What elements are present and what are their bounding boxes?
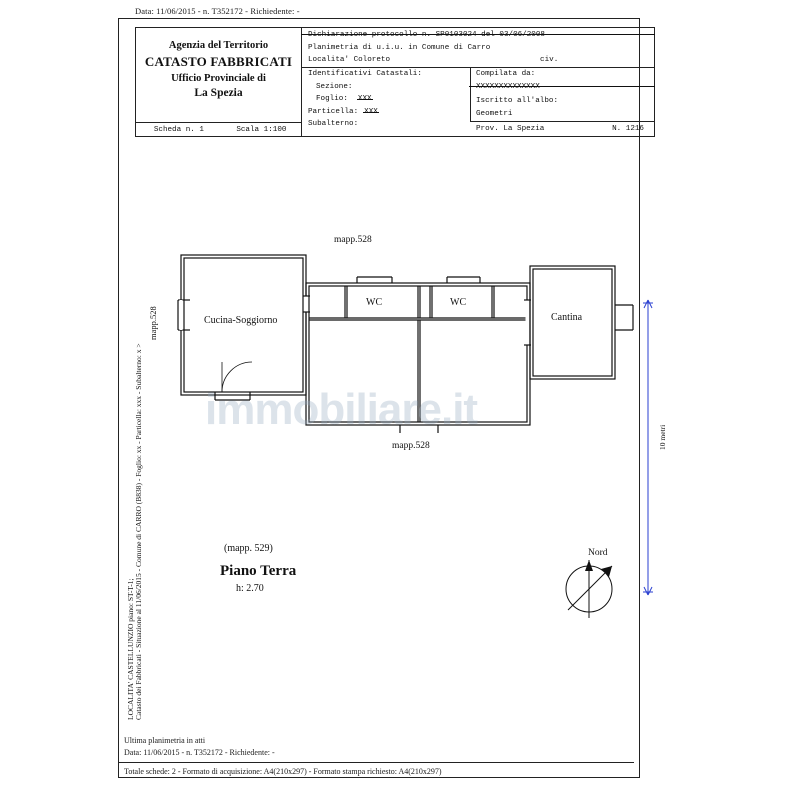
room-label-cantina: Cantina <box>551 312 583 323</box>
civ-label: civ. <box>540 56 559 64</box>
scala-value: Scala 1:100 <box>236 125 287 134</box>
footer-line-2: Data: 11/06/2015 - n. T352172 - Richiedente: - <box>124 748 275 757</box>
room-label-wc-1: WC <box>366 297 383 308</box>
planimetria-line: Planimetria di u.i.u. in Comune di Carro <box>308 43 491 52</box>
side-text-catasto: Catasto dei Fabbricati - Situazione al 11/06/2015 - Comune di CARRO (B838) - Foglio: xx - Particella: xxx - Subalterno: x > <box>134 343 143 720</box>
footer-line-1: Ultima planimetria in atti <box>124 736 206 745</box>
foglio-value: XXX <box>357 95 372 103</box>
room-label-wc-2: WC <box>450 297 467 308</box>
prov-label: Prov. La Spezia <box>476 125 545 133</box>
foglio-label: Foglio: <box>316 95 348 103</box>
north-label: Nord <box>588 548 608 558</box>
scheda-number: Scheda n. 1 <box>153 125 204 134</box>
particella-value: XXX <box>364 107 378 116</box>
agency-name: Agenzia del Territorio <box>168 40 269 51</box>
room-label-cucina: Cucina-Soggiorno <box>204 315 278 326</box>
document-footer <box>124 735 624 778</box>
localita-line: Localita' Coloreto <box>308 56 391 64</box>
subalterno-row: Subalterno: <box>308 120 359 128</box>
iscritto-value: Geometri <box>476 109 513 118</box>
catasto-title: CATASTO FABBRICATI <box>144 54 293 69</box>
floor-title: Piano Terra <box>220 563 297 579</box>
office-line: Ufficio Provinciale di <box>171 73 266 84</box>
particella-label: Particella: <box>308 107 359 116</box>
north-compass <box>566 560 612 618</box>
mapp-529-label: (mapp. 529) <box>224 543 273 554</box>
office-city: La Spezia <box>194 87 243 99</box>
iscritto-label: Iscritto all'albo: <box>476 97 559 105</box>
side-text-metri: 10 metri <box>658 424 667 450</box>
top-data-line: Data: 11/06/2015 - n. T352172 - Richiedente: - <box>135 6 300 16</box>
compilata-title: Compilata da: <box>476 70 536 78</box>
side-text-mapp: mapp.528 <box>148 306 158 340</box>
sezione-row: Sezione: <box>316 82 353 91</box>
declaration-line: Dichiarazione protocollo n. SP0103024 del 03/06/2008 <box>302 28 654 41</box>
numero-label: N. 1216 <box>612 125 644 133</box>
floor-height: h: 2.70 <box>236 583 264 594</box>
compilata-value: XXXXXXXXXXXXXX <box>470 80 654 93</box>
side-text-localita: LOCALITA' CASTELLUNZIO piano: ST-T-1; <box>126 578 135 720</box>
watermark: immobiliare.it <box>205 385 478 434</box>
mapp-label-top: mapp.528 <box>334 235 372 245</box>
footer-line-3: Totale schede: 2 - Formato di acquisizione: A4(210x297) - Formato stampa richiesto: A4(210x297) <box>124 767 442 776</box>
identificativi-title: Identificativi Catastali: <box>308 70 422 78</box>
mapp-label-bottom: mapp.528 <box>392 441 430 451</box>
